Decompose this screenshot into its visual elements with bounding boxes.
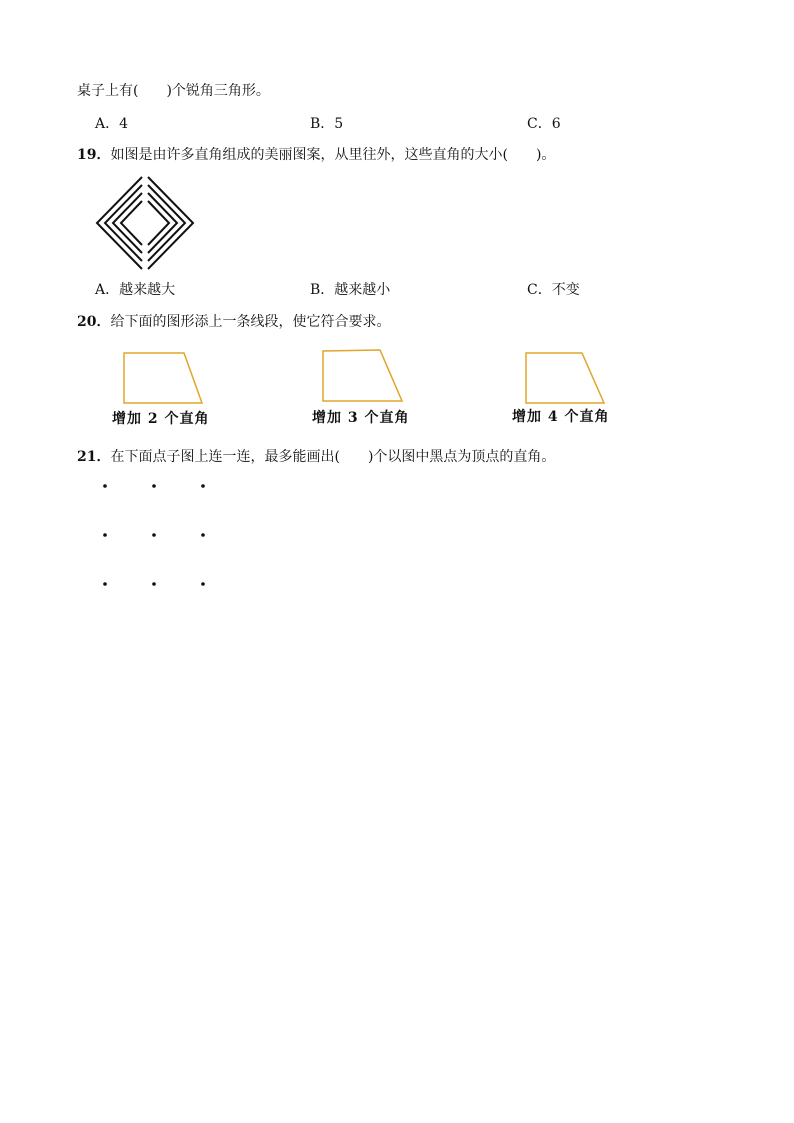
grid-dot[interactable] xyxy=(201,533,205,537)
q19-option-c[interactable] xyxy=(527,281,580,299)
q20-stem: 给下面的图形添上一条线段，使它符合要求。 xyxy=(110,314,391,330)
grid-dot[interactable] xyxy=(103,484,107,488)
option-letter: B． xyxy=(310,282,335,298)
option-text: 不变 xyxy=(551,282,580,298)
grid-dot[interactable] xyxy=(152,582,156,586)
caption-add-2-right-angles: 增加 2 个直角 xyxy=(112,411,210,427)
q21-number: 21． xyxy=(77,449,111,465)
option-letter: C． xyxy=(527,116,552,132)
q21-question xyxy=(77,448,555,466)
option-letter: A． xyxy=(95,282,120,298)
q18-stem: 桌子上有( )个锐角三角形。 xyxy=(77,83,270,99)
trapezoid-shape-1[interactable] xyxy=(120,350,210,406)
q20-number: 20． xyxy=(77,314,111,330)
option-letter: B． xyxy=(310,116,335,132)
grid-dot[interactable] xyxy=(152,484,156,488)
q18-option-a[interactable] xyxy=(95,115,128,133)
grid-dot[interactable] xyxy=(201,582,205,586)
option-text: 4 xyxy=(119,116,129,132)
option-text: 6 xyxy=(551,116,561,132)
q18-option-c[interactable] xyxy=(527,115,561,133)
q19-option-b[interactable] xyxy=(310,281,390,299)
q21-stem: 在下面点子图上连一连，最多能画出( )个以图中黑点为顶点的直角。 xyxy=(110,449,556,465)
grid-dot[interactable] xyxy=(152,533,156,537)
q19-stem: 如图是由许多直角组成的美丽图案，从里往外，这些直角的大小( )。 xyxy=(110,147,556,163)
grid-dot[interactable] xyxy=(103,533,107,537)
trapezoid-shape-2[interactable] xyxy=(320,348,410,404)
q19-number: 19． xyxy=(77,147,111,163)
q19-option-a[interactable] xyxy=(95,281,175,299)
q19-question xyxy=(77,146,555,164)
grid-dot[interactable] xyxy=(201,484,205,488)
trapezoid-shape-3[interactable] xyxy=(522,350,612,406)
caption-add-4-right-angles: 增加 4 个直角 xyxy=(512,409,610,425)
grid-dot[interactable] xyxy=(103,582,107,586)
caption-add-3-right-angles: 增加 3 个直角 xyxy=(312,410,410,426)
option-letter: A． xyxy=(95,116,120,132)
nested-right-angles-figure xyxy=(95,176,195,270)
option-text: 5 xyxy=(334,116,344,132)
option-text: 越来越大 xyxy=(119,282,176,298)
q20-question xyxy=(77,313,390,331)
option-letter: C． xyxy=(527,282,552,298)
dot-grid[interactable] xyxy=(95,476,215,596)
option-text: 越来越小 xyxy=(334,282,391,298)
q18-option-b[interactable] xyxy=(310,115,343,133)
